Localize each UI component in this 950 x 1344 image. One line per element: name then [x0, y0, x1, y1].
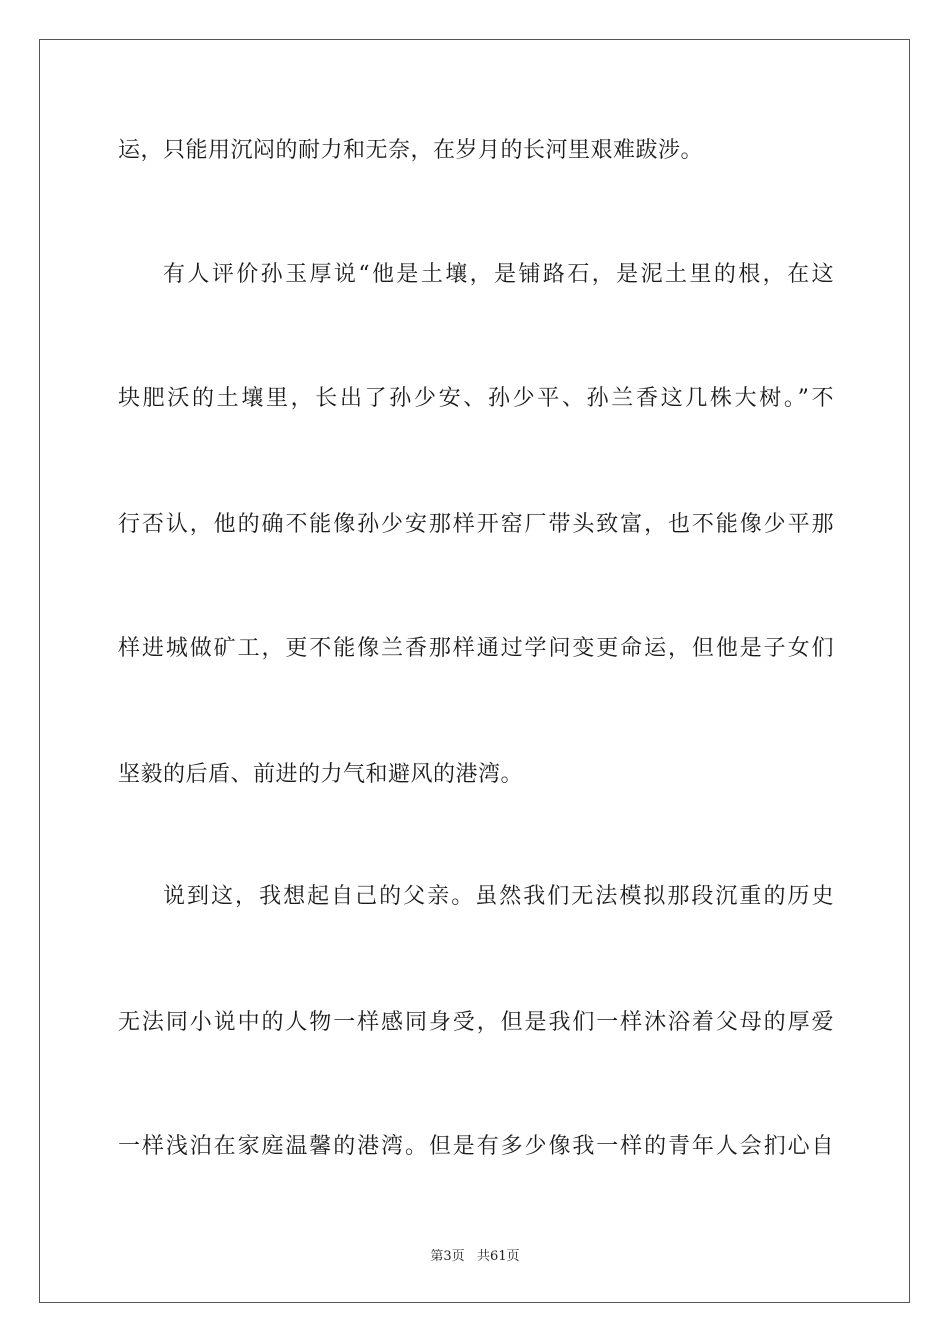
- text-line-9: 一样浅泊在家庭温馨的港湾。但是有多少像我一样的青年人会扪心自: [118, 1134, 834, 1159]
- page-number-footer: 第3页 共61页: [430, 1249, 520, 1264]
- text-line-5: 样进城做矿工，更不能像兰香那样通过学问变更命运，但他是子女们: [118, 636, 834, 661]
- text-line-4: 行否认，他的确不能像孙少安那样开窑厂带头致富，也不能像少平那: [118, 512, 834, 537]
- text-line-7: 说到这，我想起自己的父亲。虽然我们无法模拟那段沉重的历史: [163, 884, 834, 909]
- text-line-8: 无法同小说中的人物一样感同身受，但是我们一样沐浴着父母的厚爱: [118, 1010, 834, 1035]
- text-line-2: 有人评价孙玉厚说“他是土壤，是铺路石，是泥土里的根，在这: [163, 262, 834, 287]
- text-line-6: 坚毅的后盾、前进的力气和避风的港湾。: [118, 762, 524, 787]
- text-line-3: 块肥沃的土壤里，长出了孙少安、孙少平、孙兰香这几株大树。”不: [118, 386, 834, 411]
- text-line-1: 运，只能用沉闷的耐力和无奈，在岁月的长河里艰难跋涉。: [118, 138, 704, 163]
- page-border: [39, 39, 910, 1303]
